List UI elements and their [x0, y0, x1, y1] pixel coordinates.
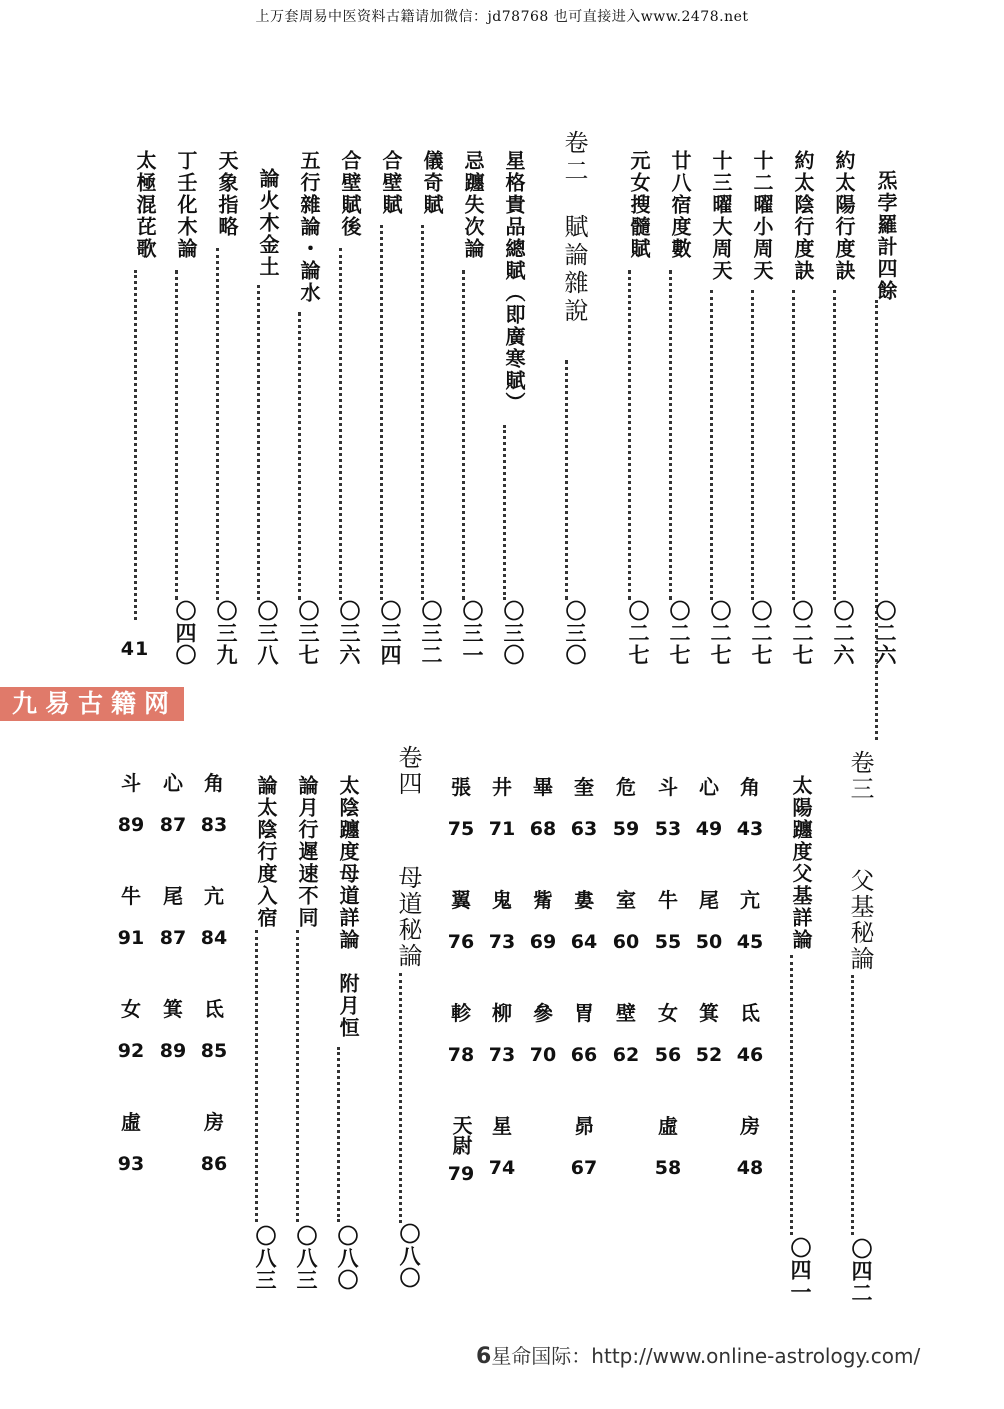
dot-leader [710, 290, 713, 600]
mansion-page: 64 [570, 931, 598, 953]
mansion-page: 71 [488, 818, 516, 840]
toc-entry-page: 〇三七 [296, 600, 321, 666]
mansion-name: 房 [204, 1110, 224, 1134]
mansion-name: 畢 [533, 775, 553, 799]
mansion-page: 79 [447, 1163, 475, 1185]
mansion-page: 49 [695, 818, 723, 840]
dot-leader [298, 312, 301, 600]
mansion-item[interactable] [725, 1115, 775, 1179]
watermark-banner-text: 九易古籍网 [12, 689, 178, 718]
mansion-name: 心 [163, 771, 183, 795]
volume-title: 卷四 [394, 745, 422, 797]
mansion-page: 84 [200, 927, 228, 949]
mansion-page: 93 [117, 1153, 145, 1175]
mansion-page: 69 [529, 931, 557, 953]
mansion-item[interactable] [436, 776, 486, 840]
dot-leader [257, 285, 260, 600]
mansion-name: 角 [204, 771, 224, 795]
mansion-name: 尾 [163, 884, 183, 908]
dot-leader [175, 270, 178, 600]
toc-entry-title: 十三曜大周天 [709, 150, 733, 282]
volume-subtitle: 母道秘論 [394, 865, 422, 969]
mansion-name: 壁 [616, 1001, 636, 1025]
mansion-name: 井 [492, 775, 512, 799]
toc-entry-page: 〇二六 [873, 600, 898, 666]
dot-leader [462, 270, 465, 600]
dot-leader [751, 290, 754, 600]
dot-leader [628, 270, 631, 600]
mansion-name: 室 [616, 888, 636, 912]
dot-leader [790, 955, 793, 1235]
dot-leader [792, 290, 795, 600]
dot-leader [255, 930, 258, 1222]
dot-leader [337, 1047, 340, 1222]
toc-entry-page: 〇二七 [790, 600, 815, 666]
mansion-page: 43 [736, 818, 764, 840]
toc-entry-page: 〇二七 [667, 600, 692, 666]
toc-entry-title: 太陽躔度父基詳論 [789, 775, 813, 951]
toc-entry-title: 論火木金土 [256, 168, 280, 278]
toc-entry-page: 〇三〇 [501, 600, 526, 666]
toc-entry-title: 天象指略 [215, 150, 239, 238]
toc-entry-page: 41 [120, 638, 150, 660]
toc-entry-title: 儀奇賦 [420, 150, 444, 216]
toc-entry-title: 合壁賦後 [338, 150, 362, 238]
toc-entry-page: 〇三六 [337, 600, 362, 666]
mansion-name: 軫 [451, 1001, 471, 1025]
dot-leader [421, 225, 424, 600]
mansion-item[interactable] [436, 1115, 486, 1185]
toc-entry-page: 〇二六 [831, 600, 856, 666]
mansion-name: 斗 [658, 775, 678, 799]
mansion-item[interactable] [106, 885, 156, 949]
toc-entry-title: 炁孛羅計四餘 [874, 170, 898, 302]
mansion-page: 63 [570, 818, 598, 840]
mansion-page: 89 [117, 814, 145, 836]
toc-entry-page: 〇三〇 [563, 600, 588, 666]
mansion-name: 心 [699, 775, 719, 799]
mansion-name: 女 [121, 997, 141, 1021]
mansion-page: 45 [736, 931, 764, 953]
mansion-page: 73 [488, 1044, 516, 1066]
volume-title: 卷三 [846, 750, 874, 802]
mansion-item[interactable] [106, 1111, 156, 1175]
mansion-name: 牛 [121, 884, 141, 908]
toc-entry-title: 論太陰行度入宿 [254, 775, 278, 929]
dot-leader [503, 425, 506, 600]
mansion-page: 73 [488, 931, 516, 953]
toc-entry-title: 廿八宿度數 [668, 150, 692, 260]
mansion-item[interactable] [106, 998, 156, 1062]
dot-leader [565, 360, 568, 600]
mansion-page: 74 [488, 1157, 516, 1179]
toc-entry-page: 〇三一 [460, 600, 485, 666]
footer-link[interactable]: 星命国际：http://www.online-astrology.com/ [491, 1344, 921, 1368]
page-number: 6 [476, 1344, 492, 1369]
toc-entry-title: 忌躔失次論 [461, 150, 485, 260]
mansion-page: 60 [612, 931, 640, 953]
toc-entry-title: 五行雜論・論水 [297, 150, 321, 304]
mansion-page: 83 [200, 814, 228, 836]
mansion-page: 92 [117, 1040, 145, 1062]
dot-leader [296, 930, 299, 1222]
mansion-item[interactable] [189, 1111, 239, 1175]
mansion-page: 46 [736, 1044, 764, 1066]
mansion-name: 亢 [740, 888, 760, 912]
mansion-page: 70 [529, 1044, 557, 1066]
toc-entry-page: 〇四〇 [173, 600, 198, 666]
toc-entry-title: 元女搜髓賦 [627, 150, 651, 260]
mansion-name: 斗 [121, 771, 141, 795]
toc-entry-title: 丁壬化木論 [174, 150, 198, 260]
page-footer [476, 1340, 920, 1369]
dot-leader [875, 300, 878, 740]
mansion-page: 67 [570, 1157, 598, 1179]
toc-entry-title: 星格貴品總賦（即廣寒賦） [502, 150, 526, 414]
mansion-page: 78 [447, 1044, 475, 1066]
mansion-name: 翼 [451, 888, 471, 912]
dot-leader [851, 975, 854, 1235]
volume-subtitle: 父基秘論 [846, 868, 874, 972]
watermark-banner [0, 687, 184, 721]
mansion-name: 危 [616, 775, 636, 799]
mansion-page: 56 [654, 1044, 682, 1066]
mansion-name: 虛 [121, 1110, 141, 1134]
mansion-name: 昴 [574, 1114, 594, 1138]
mansion-name: 觜 [533, 888, 553, 912]
mansion-page: 68 [529, 818, 557, 840]
mansion-item[interactable] [559, 1115, 609, 1179]
dot-leader [380, 225, 383, 600]
dot-leader [399, 973, 402, 1223]
mansion-name: 箕 [699, 1001, 719, 1025]
mansion-page: 53 [654, 818, 682, 840]
toc-entry-page: 〇八〇 [335, 1225, 360, 1291]
mansion-name: 角 [740, 775, 760, 799]
toc-entry-page: 〇二七 [749, 600, 774, 666]
mansion-name: 星 [492, 1114, 512, 1138]
toc-entry-title: 十二曜小周天 [750, 150, 774, 282]
mansion-name: 箕 [163, 997, 183, 1021]
volume-page: 〇四二 [849, 1238, 874, 1304]
mansion-name: 氐 [740, 1001, 760, 1025]
toc-entry-title: 卷二 賦論雜說 [560, 130, 588, 326]
mansion-page: 85 [200, 1040, 228, 1062]
mansion-page: 89 [159, 1040, 187, 1062]
mansion-page: 55 [654, 931, 682, 953]
dot-leader [134, 270, 137, 620]
mansion-item[interactable] [643, 1115, 693, 1179]
dot-leader [339, 248, 342, 600]
dot-leader [669, 270, 672, 600]
mansion-name: 柳 [492, 1001, 512, 1025]
mansion-page: 87 [159, 927, 187, 949]
mansion-name: 氐 [204, 997, 224, 1021]
mansion-page: 87 [159, 814, 187, 836]
toc-entry-page: 〇三二 [419, 600, 444, 666]
mansion-name: 牛 [658, 888, 678, 912]
mansion-page: 52 [695, 1044, 723, 1066]
mansion-name: 胃 [574, 1001, 594, 1025]
toc-entry-title: 約太陰行度訣 [791, 150, 815, 282]
mansion-page: 86 [200, 1153, 228, 1175]
toc-entry-page: 〇八三 [294, 1225, 319, 1291]
toc-entry-page: 〇三九 [214, 600, 239, 666]
toc-entry-title: 約太陽行度訣 [832, 150, 856, 282]
dot-leader [833, 290, 836, 600]
toc-entry-title: 太極混芘歌 [133, 150, 157, 260]
mansion-item[interactable] [436, 1002, 486, 1066]
mansion-name: 參 [533, 1001, 553, 1025]
mansion-item[interactable] [106, 772, 156, 836]
mansion-page: 62 [612, 1044, 640, 1066]
page-header: 上万套周易中医资料古籍请加微信：jd78768 也可直接进入www.2478.net [255, 9, 749, 25]
mansion-page: 59 [612, 818, 640, 840]
toc-entry-page: 〇二七 [708, 600, 733, 666]
mansion-page: 66 [570, 1044, 598, 1066]
mansion-name: 女 [658, 1001, 678, 1025]
toc-entry-page: 〇二七 [626, 600, 651, 666]
toc-entry-page: 〇八三 [253, 1225, 278, 1291]
mansion-name: 鬼 [492, 888, 512, 912]
mansion-page: 50 [695, 931, 723, 953]
toc-entry-title: 論月行遲速不同 [295, 775, 319, 929]
volume-page: 〇八〇 [397, 1223, 422, 1289]
mansion-name: 虛 [658, 1114, 678, 1138]
mansion-name: 尾 [699, 888, 719, 912]
mansion-name: 婁 [574, 888, 594, 912]
toc-entry-title: 合壁賦 [379, 150, 403, 216]
mansion-name: 張 [451, 775, 471, 799]
mansion-page: 91 [117, 927, 145, 949]
mansion-page: 58 [654, 1157, 682, 1179]
toc-entry-page: 〇四一 [788, 1237, 813, 1303]
mansion-page: 48 [736, 1157, 764, 1179]
mansion-name: 天尉 [449, 1115, 473, 1155]
mansion-item[interactable] [436, 889, 486, 953]
mansion-page: 75 [447, 818, 475, 840]
toc-entry-page: 〇三八 [255, 600, 280, 666]
mansion-name: 亢 [204, 884, 224, 908]
toc-entry-page: 〇三四 [378, 600, 403, 666]
mansion-name: 奎 [574, 775, 594, 799]
mansion-page: 76 [447, 931, 475, 953]
mansion-name: 房 [740, 1114, 760, 1138]
dot-leader [216, 248, 219, 600]
toc-entry-title: 太陰躔度母道詳論 附月恒 [336, 775, 360, 1039]
